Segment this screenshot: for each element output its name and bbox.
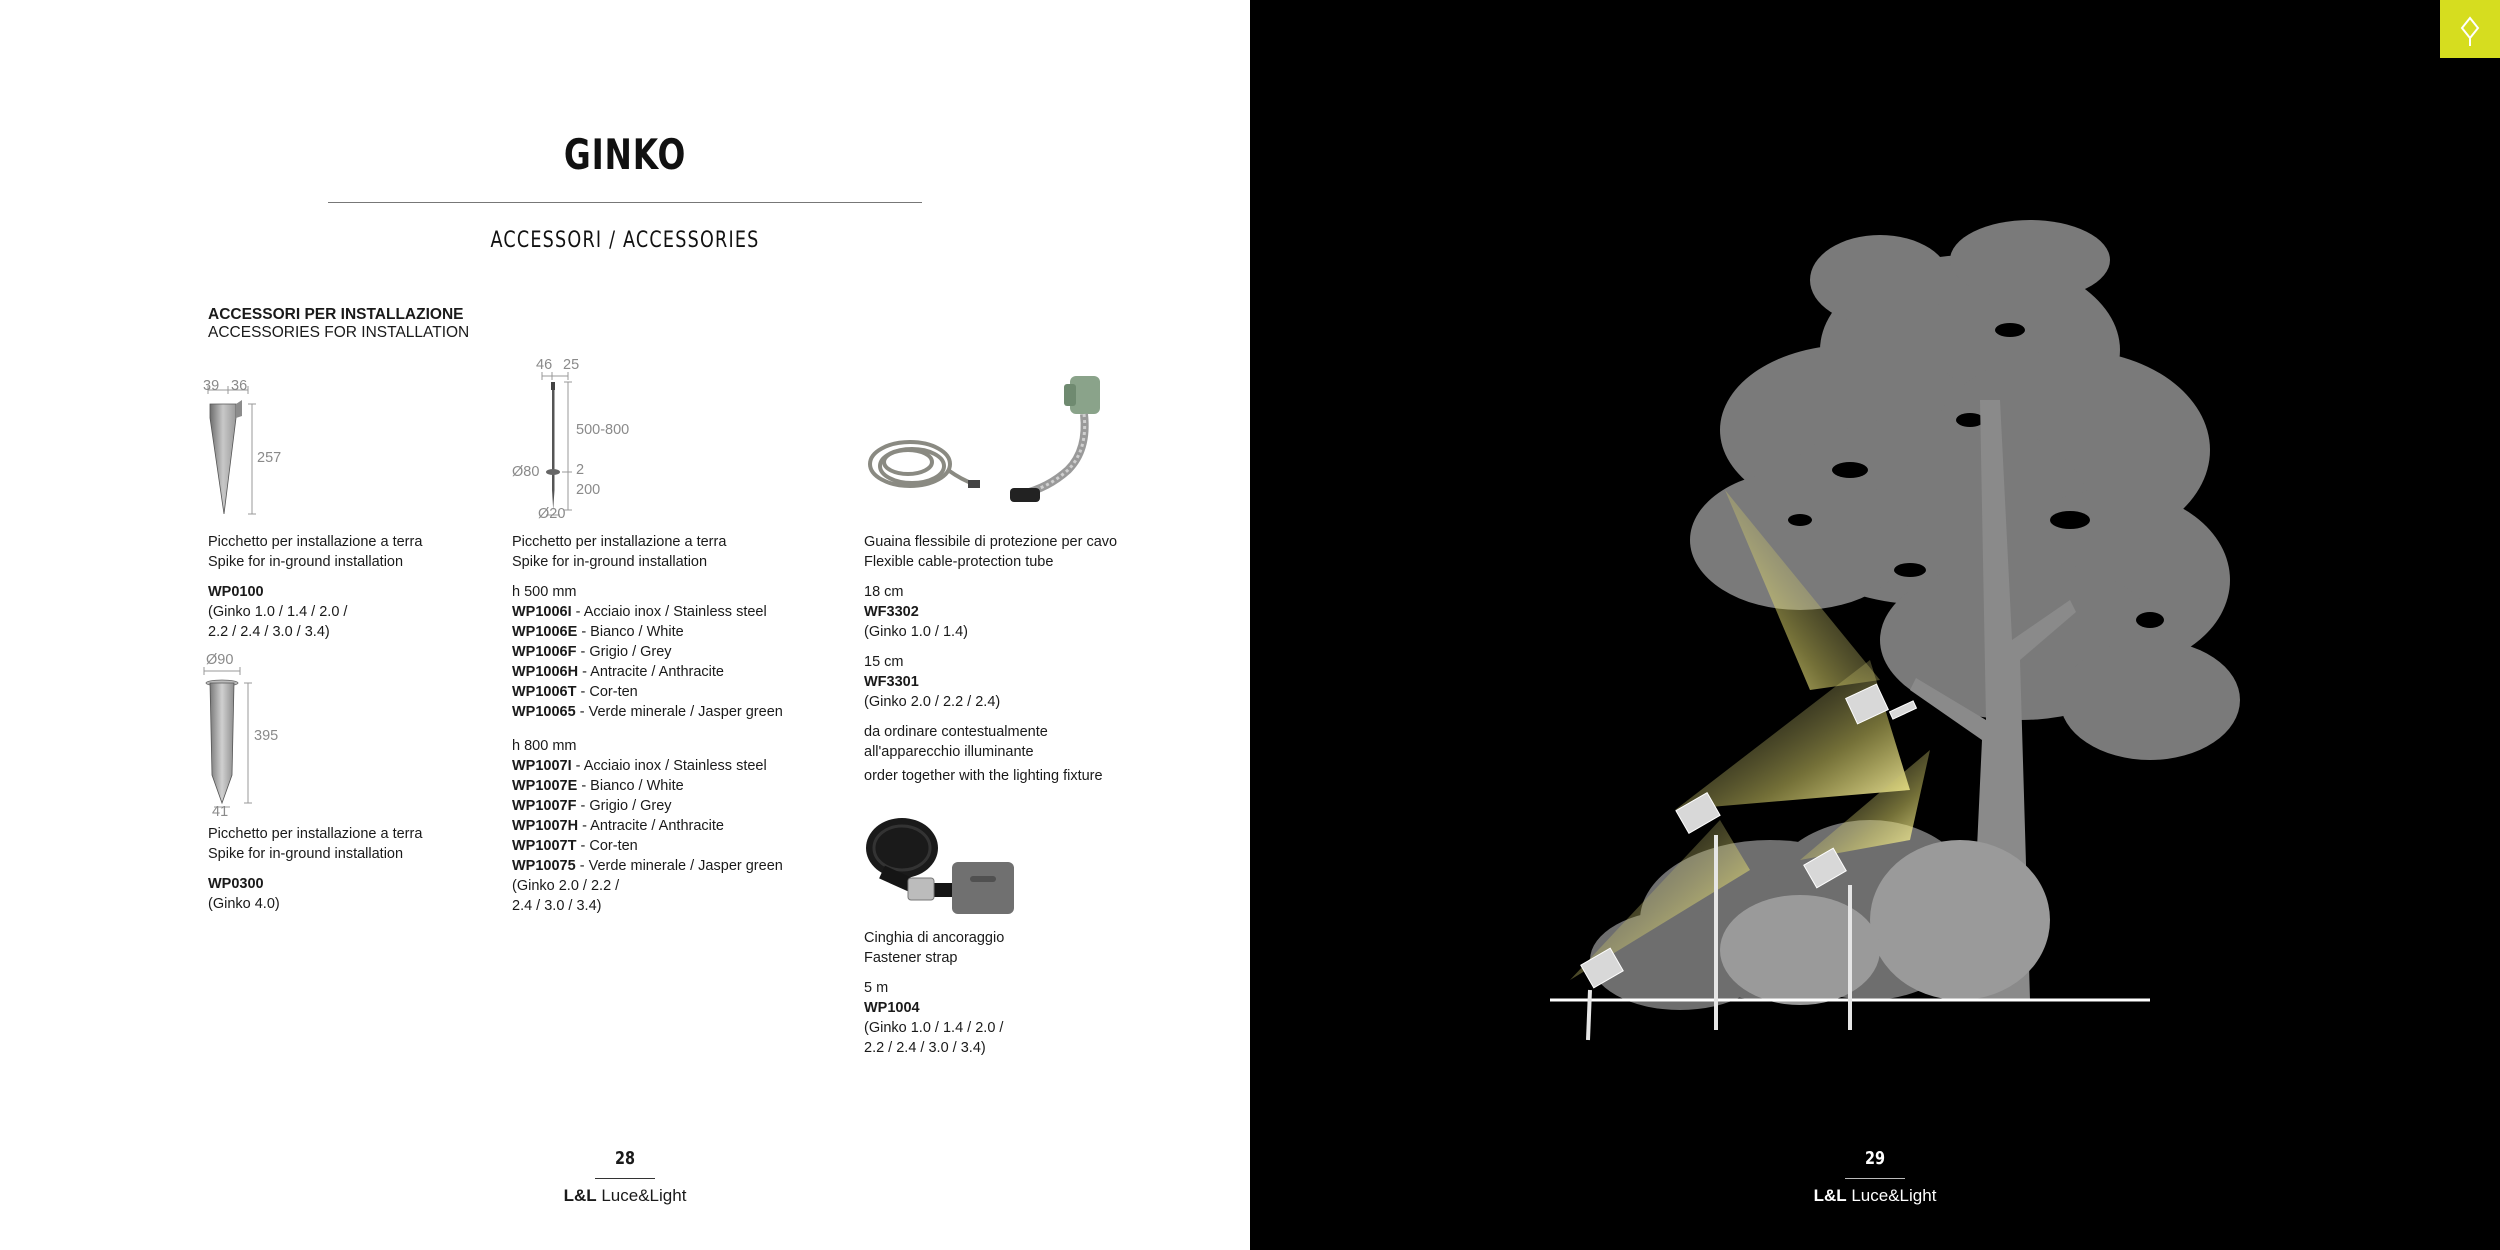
stake-drawing — [500, 360, 640, 530]
section-heading — [208, 306, 469, 342]
height-group-label: h 500 mm — [512, 584, 577, 600]
right-page — [1250, 0, 2500, 1250]
section-title-it: ACCESSORI PER INSTALLAZIONE — [208, 306, 464, 323]
list-item: WP1006F - Grigio / Grey — [512, 644, 672, 660]
list-item: WP1006T - Cor-ten — [512, 684, 638, 700]
list-item: WP1006H - Antracite / Anthracite — [512, 664, 724, 680]
dim-label: 2 — [576, 462, 585, 478]
tree-lighting-illustration — [1550, 220, 2270, 1060]
page-number-rule — [595, 1178, 655, 1179]
product-code: WF3301 — [864, 674, 919, 690]
note-it: da ordinare contestualmente — [864, 724, 1048, 740]
length: 15 cm — [864, 654, 904, 670]
brand-footer: L&L Luce&Light — [1813, 1186, 1937, 1205]
desc-it: Guaina flessibile di protezione per cavo — [864, 534, 1118, 550]
list-item: WP1007F - Grigio / Grey — [512, 798, 672, 814]
dim-label: 257 — [257, 450, 282, 466]
page-number-rule — [1845, 1178, 1905, 1179]
fastener-strap-image — [862, 812, 1032, 922]
product-code: WP1004 — [864, 1000, 920, 1016]
dim-label: Ø20 — [538, 506, 566, 522]
dim-label: 41 — [212, 804, 229, 820]
spike-wp0300-drawing — [200, 655, 300, 825]
list-item: WP1007H - Antracite / Anthracite — [512, 818, 724, 834]
dim-label: 500-800 — [576, 422, 630, 438]
flexible-tube-coil-image — [862, 420, 982, 510]
desc-en: Spike for in-ground installation — [208, 846, 404, 862]
dim-label: 39 — [203, 378, 220, 394]
list-item: WP1007T - Cor-ten — [512, 838, 638, 854]
dim-label: 46 — [536, 357, 553, 373]
spike-wp0100-drawing — [200, 378, 310, 518]
compatibility: (Ginko 1.0 / 1.4 / 2.0 / — [864, 1020, 1004, 1036]
section-title-en: ACCESSORIES FOR INSTALLATION — [208, 324, 470, 341]
desc-it: Picchetto per installazione a terra — [208, 534, 423, 550]
page-number: 29 — [1864, 1148, 1886, 1169]
dim-label: 200 — [576, 482, 601, 498]
list-item: WP1006E - Bianco / White — [512, 624, 684, 640]
spike-wp0100-info — [208, 532, 422, 642]
diamond-icon — [2440, 0, 2500, 58]
stake-info — [512, 532, 783, 916]
desc-en: Spike for in-ground installation — [512, 554, 708, 570]
list-item: WP1006I - Acciaio inox / Stainless steel — [512, 604, 767, 620]
page-subtitle: ACCESSORI / ACCESSORIES — [490, 228, 760, 253]
desc-it: Picchetto per installazione a terra — [208, 826, 423, 842]
compatibility: (Ginko 2.0 / 2.2 / — [512, 878, 620, 894]
desc-en: Flexible cable-protection tube — [864, 554, 1054, 570]
fastener-strap-info — [864, 928, 1004, 1058]
spike-wp0300-info — [208, 824, 422, 914]
list-item: WP10065 - Verde minerale / Jasper green — [512, 704, 783, 720]
page-title: GINKO — [563, 130, 687, 179]
brand-footer: L&L Luce&Light — [563, 1186, 687, 1205]
dim-label: Ø90 — [206, 652, 234, 668]
desc-en: Fastener strap — [864, 950, 958, 966]
compatibility: (Ginko 1.0 / 1.4 / 2.0 / — [208, 604, 348, 620]
note-en: order together with the lighting fixture — [864, 768, 1103, 784]
dim-label: 395 — [254, 728, 279, 744]
list-item: WP1007E - Bianco / White — [512, 778, 684, 794]
page-number: 28 — [614, 1148, 636, 1169]
height-group-label: h 800 mm — [512, 738, 577, 754]
product-code: WP0100 — [208, 584, 264, 600]
section-tab — [2440, 0, 2500, 58]
dim-label: 25 — [563, 357, 580, 373]
dim-label: Ø80 — [512, 464, 540, 480]
dim-label: 36 — [231, 378, 248, 394]
list-item: WP10075 - Verde minerale / Jasper green — [512, 858, 783, 874]
compatibility: (Ginko 4.0) — [208, 896, 280, 912]
compatibility: 2.2 / 2.4 / 3.0 / 3.4) — [208, 624, 330, 640]
compatibility: (Ginko 1.0 / 1.4) — [864, 624, 968, 640]
compatibility: 2.4 / 3.0 / 3.4) — [512, 898, 602, 914]
product-code: WF3302 — [864, 604, 919, 620]
list-item: WP1007I - Acciaio inox / Stainless steel — [512, 758, 767, 774]
flexible-tube-fixture-image — [1008, 370, 1138, 510]
title-divider — [328, 202, 922, 203]
compatibility: 2.2 / 2.4 / 3.0 / 3.4) — [864, 1040, 986, 1056]
product-code: WP0300 — [208, 876, 264, 892]
desc-it: Cinghia di ancoraggio — [864, 930, 1005, 946]
flexible-tube-info — [864, 532, 1117, 786]
compatibility: (Ginko 2.0 / 2.2 / 2.4) — [864, 694, 1001, 710]
desc-en: Spike for in-ground installation — [208, 554, 404, 570]
length: 5 m — [864, 980, 889, 996]
length: 18 cm — [864, 584, 904, 600]
note-it: all'apparecchio illuminante — [864, 744, 1034, 760]
desc-it: Picchetto per installazione a terra — [512, 534, 727, 550]
